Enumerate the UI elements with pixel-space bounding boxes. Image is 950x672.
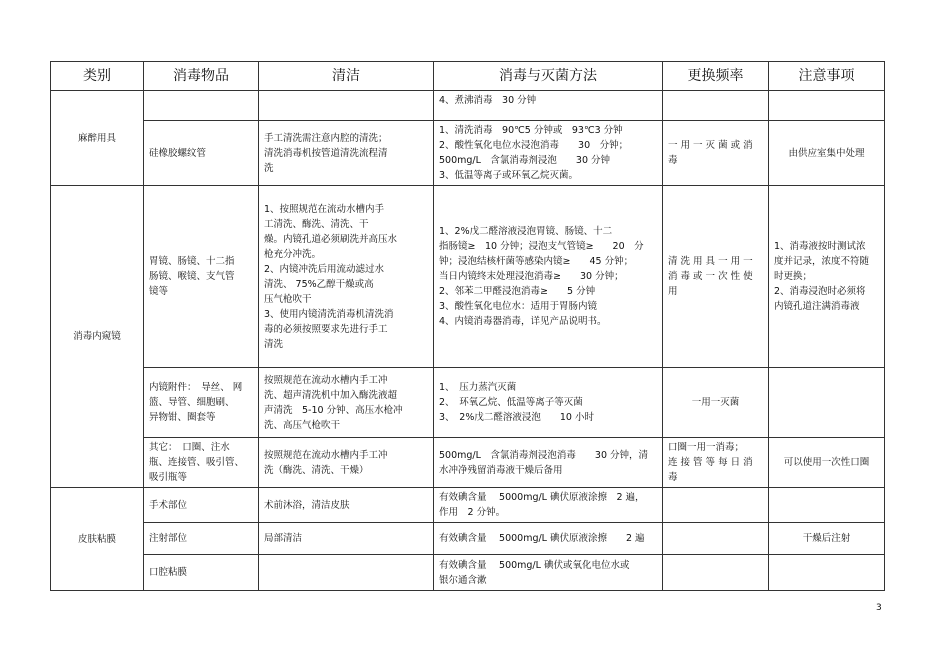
clean-text: 洗 <box>264 162 274 174</box>
method-text: 1、2%戊二醛溶液浸泡胃镜、肠镜、十二 <box>439 226 613 237</box>
method-text: 银尔通含漱 <box>439 574 487 586</box>
method-cell <box>434 186 663 368</box>
frequency-cell <box>663 488 769 523</box>
item-cell <box>144 438 259 488</box>
method-text: 500mg/L 含氯消毒剂浸泡消毒 30 分钟，清 <box>439 449 649 461</box>
page-number: 3 <box>876 603 882 613</box>
clean-text: 枪充分冲洗。 <box>264 248 322 260</box>
method-text: 钟；浸泡结核杆菌等感染内镜≥ 45 分钟； <box>439 256 634 267</box>
method-text: 3、低温等离子或环氧乙烷灭菌。 <box>439 170 579 181</box>
method-cell <box>434 523 663 555</box>
note-text: 由供应室集中处理 <box>788 147 865 159</box>
method-text: 500mg/L 含氯消毒剂浸泡 30 分钟 <box>439 155 611 166</box>
clean-text: 燥。内镜孔道必须刷洗并高压水 <box>264 233 398 245</box>
clean-text: 按照规范在流动水槽内手工冲 <box>264 374 388 386</box>
method-text: 2、 环氧乙烷、低温等离子等灭菌 <box>439 397 583 408</box>
note-text: 2、消毒浸泡时必须将 <box>774 286 866 297</box>
method-cell <box>434 368 663 438</box>
clean-text: 洗（酶洗、清洗、干燥） <box>264 464 369 476</box>
method-text: 1、 压力蒸汽灭菌 <box>439 382 517 393</box>
clean-text: 压气枪吹干 <box>264 293 312 305</box>
frequency-text: 连 接 管 等 每 日 消 <box>668 457 753 468</box>
clean-text: 洗、超声清洗机中加入酶洗液超 <box>264 389 398 401</box>
table-row <box>51 91 885 121</box>
header-method: 消毒与灭菌方法 <box>434 62 663 91</box>
method-cell <box>434 121 663 186</box>
note-cell <box>769 555 885 591</box>
note-cell <box>769 186 885 368</box>
frequency-cell <box>663 121 769 186</box>
item-text: 其它： 口圈、注水 <box>149 442 230 453</box>
method-cell <box>434 555 663 591</box>
category-cell: 消毒内窥镜 <box>51 186 144 488</box>
clean-text: 局部清洁 <box>264 533 303 544</box>
clean-text: 工清洗、酶洗、清洗、干 <box>264 218 369 230</box>
item-text: 胃镜、肠镜、十二指 <box>149 256 235 267</box>
table-row <box>51 368 885 438</box>
clean-text: 清洗 <box>264 338 284 350</box>
item-cell <box>144 368 259 438</box>
method-text: 水冲净残留消毒液干燥后备用 <box>439 464 563 476</box>
item-text: 镜等 <box>149 286 169 297</box>
clean-text: 手工清洗需注意内腔的清洗； <box>264 132 388 144</box>
item-text: 肠镜、喉镜、支气管 <box>149 271 235 282</box>
frequency-text: 一 用 一 灭 菌 或 消 <box>668 140 753 151</box>
item-text: 硅橡胶螺纹管 <box>149 147 207 159</box>
table-row <box>51 186 885 368</box>
frequency-text: 口圈一用一消毒； <box>668 442 745 453</box>
clean-cell <box>259 555 434 591</box>
frequency-text: 毒 <box>668 472 678 483</box>
table-row <box>51 488 885 523</box>
category-cell: 皮肤粘膜 <box>51 488 144 591</box>
item-text: 异物钳、圈套等 <box>149 412 216 423</box>
item-text: 内镜附件： 导丝、 网 <box>149 382 243 393</box>
note-text: 干燥后注射 <box>802 533 851 544</box>
note-cell <box>769 438 885 488</box>
method-text: 指肠镜≥ 10 分钟；浸泡支气管镜≥ 20 分 <box>439 241 644 252</box>
method-text: 作用 2 分钟。 <box>439 507 506 518</box>
disinfection-table <box>50 61 885 591</box>
method-text: 2、邻苯二甲醛浸泡消毒≥ 5 分钟 <box>439 286 596 297</box>
method-text: 3、酸性氧化电位水：适用于胃肠内镜 <box>439 301 598 312</box>
header-category: 类别 <box>51 62 144 91</box>
frequency-text: 毒 <box>668 155 678 166</box>
item-text: 手术部位 <box>149 499 188 511</box>
item-cell <box>144 488 259 523</box>
clean-text: 清洗、 75%乙醇干燥或高 <box>264 278 374 290</box>
note-text: 时更换； <box>774 271 813 282</box>
clean-cell <box>259 523 434 555</box>
method-text: 有效碘含量 500mg/L 碘伏或氧化电位水或 <box>439 559 630 571</box>
method-cell <box>434 438 663 488</box>
method-text: 3、 2%戊二醛溶液浸泡 10 小时 <box>439 412 594 423</box>
method-text: 当日内镜终末处理浸泡消毒≥ 30 分钟； <box>439 271 624 282</box>
table-row <box>51 523 885 555</box>
header-row <box>51 62 885 91</box>
frequency-cell <box>663 186 769 368</box>
method-cell <box>434 91 663 121</box>
clean-cell <box>259 488 434 523</box>
item-text: 瓶、连接管、吸引管、 <box>149 457 245 468</box>
header-note: 注意事项 <box>769 62 885 91</box>
method-text: 有效碘含量 5000mg/L 碘伏原液涂擦 2 遍， <box>439 492 645 503</box>
header-item: 消毒物品 <box>144 62 259 91</box>
clean-text: 洗、高压气枪吹干 <box>264 419 341 431</box>
clean-text: 1、按照规范在流动水槽内手 <box>264 203 385 215</box>
clean-cell <box>259 438 434 488</box>
table-row <box>51 438 885 488</box>
method-text: 4、煮沸消毒 30 分钟 <box>439 95 537 106</box>
frequency-cell <box>663 438 769 488</box>
table-row <box>51 121 885 186</box>
clean-text: 声清洗 5-10 分钟、高压水枪冲 <box>264 404 403 416</box>
item-text: 注射部位 <box>149 533 188 544</box>
clean-text: 3、使用内镜清洗消毒机清洗消 <box>264 308 394 320</box>
item-cell <box>144 121 259 186</box>
item-cell <box>144 186 259 368</box>
frequency-text: 消 毒 或 一 次 性 使 <box>668 271 753 282</box>
method-text: 2、酸性氧化电位水浸泡消毒 30 分钟； <box>439 140 629 151</box>
note-text: 可以使用一次性口圈 <box>783 457 870 468</box>
note-cell <box>769 121 885 186</box>
frequency-text: 清 洗 用 具 一 用 一 <box>668 256 753 267</box>
method-text: 4、内镜消毒器消毒，详见产品说明书。 <box>439 316 607 327</box>
note-cell <box>769 91 885 121</box>
item-cell <box>144 91 259 121</box>
note-text: 度并记录，浓度不符随 <box>774 256 870 267</box>
item-cell <box>144 523 259 555</box>
clean-text: 毒的必须按照要求先进行手工 <box>264 323 388 335</box>
header-frequency: 更换频率 <box>663 62 769 91</box>
table-row <box>51 555 885 591</box>
note-cell <box>769 488 885 523</box>
clean-text: 2、内镜冲洗后用流动滤过水 <box>264 263 385 275</box>
frequency-text: 一用一灭菌 <box>691 397 740 408</box>
note-cell <box>769 523 885 555</box>
clean-cell <box>259 121 434 186</box>
method-text: 1、清洗消毒 90℃5 分钟或 93℃3 分钟 <box>439 125 623 136</box>
item-text: 吸引瓶等 <box>149 472 188 483</box>
frequency-cell <box>663 555 769 591</box>
note-text: 内镜孔道注满消毒液 <box>774 301 860 312</box>
item-text: 篮、导管、细胞刷、 <box>149 397 235 408</box>
clean-cell <box>259 368 434 438</box>
item-cell <box>144 555 259 591</box>
clean-text: 清洗消毒机按管道清洗流程清 <box>264 147 388 159</box>
clean-cell <box>259 91 434 121</box>
clean-text: 按照规范在流动水槽内手工冲 <box>264 449 388 461</box>
frequency-text: 用 <box>668 286 678 297</box>
category-cell: 麻醉用具 <box>51 91 144 186</box>
method-text: 有效碘含量 5000mg/L 碘伏原液涂擦 2 遍 <box>439 533 645 544</box>
header-clean: 清洁 <box>259 62 434 91</box>
frequency-cell <box>663 91 769 121</box>
clean-text: 术前沐浴，清洁皮肤 <box>264 499 350 511</box>
clean-cell <box>259 186 434 368</box>
frequency-cell <box>663 368 769 438</box>
note-text: 1、消毒液按时测试浓 <box>774 241 866 252</box>
frequency-cell <box>663 523 769 555</box>
item-text: 口腔粘膜 <box>149 567 188 578</box>
note-cell <box>769 368 885 438</box>
method-cell <box>434 488 663 523</box>
